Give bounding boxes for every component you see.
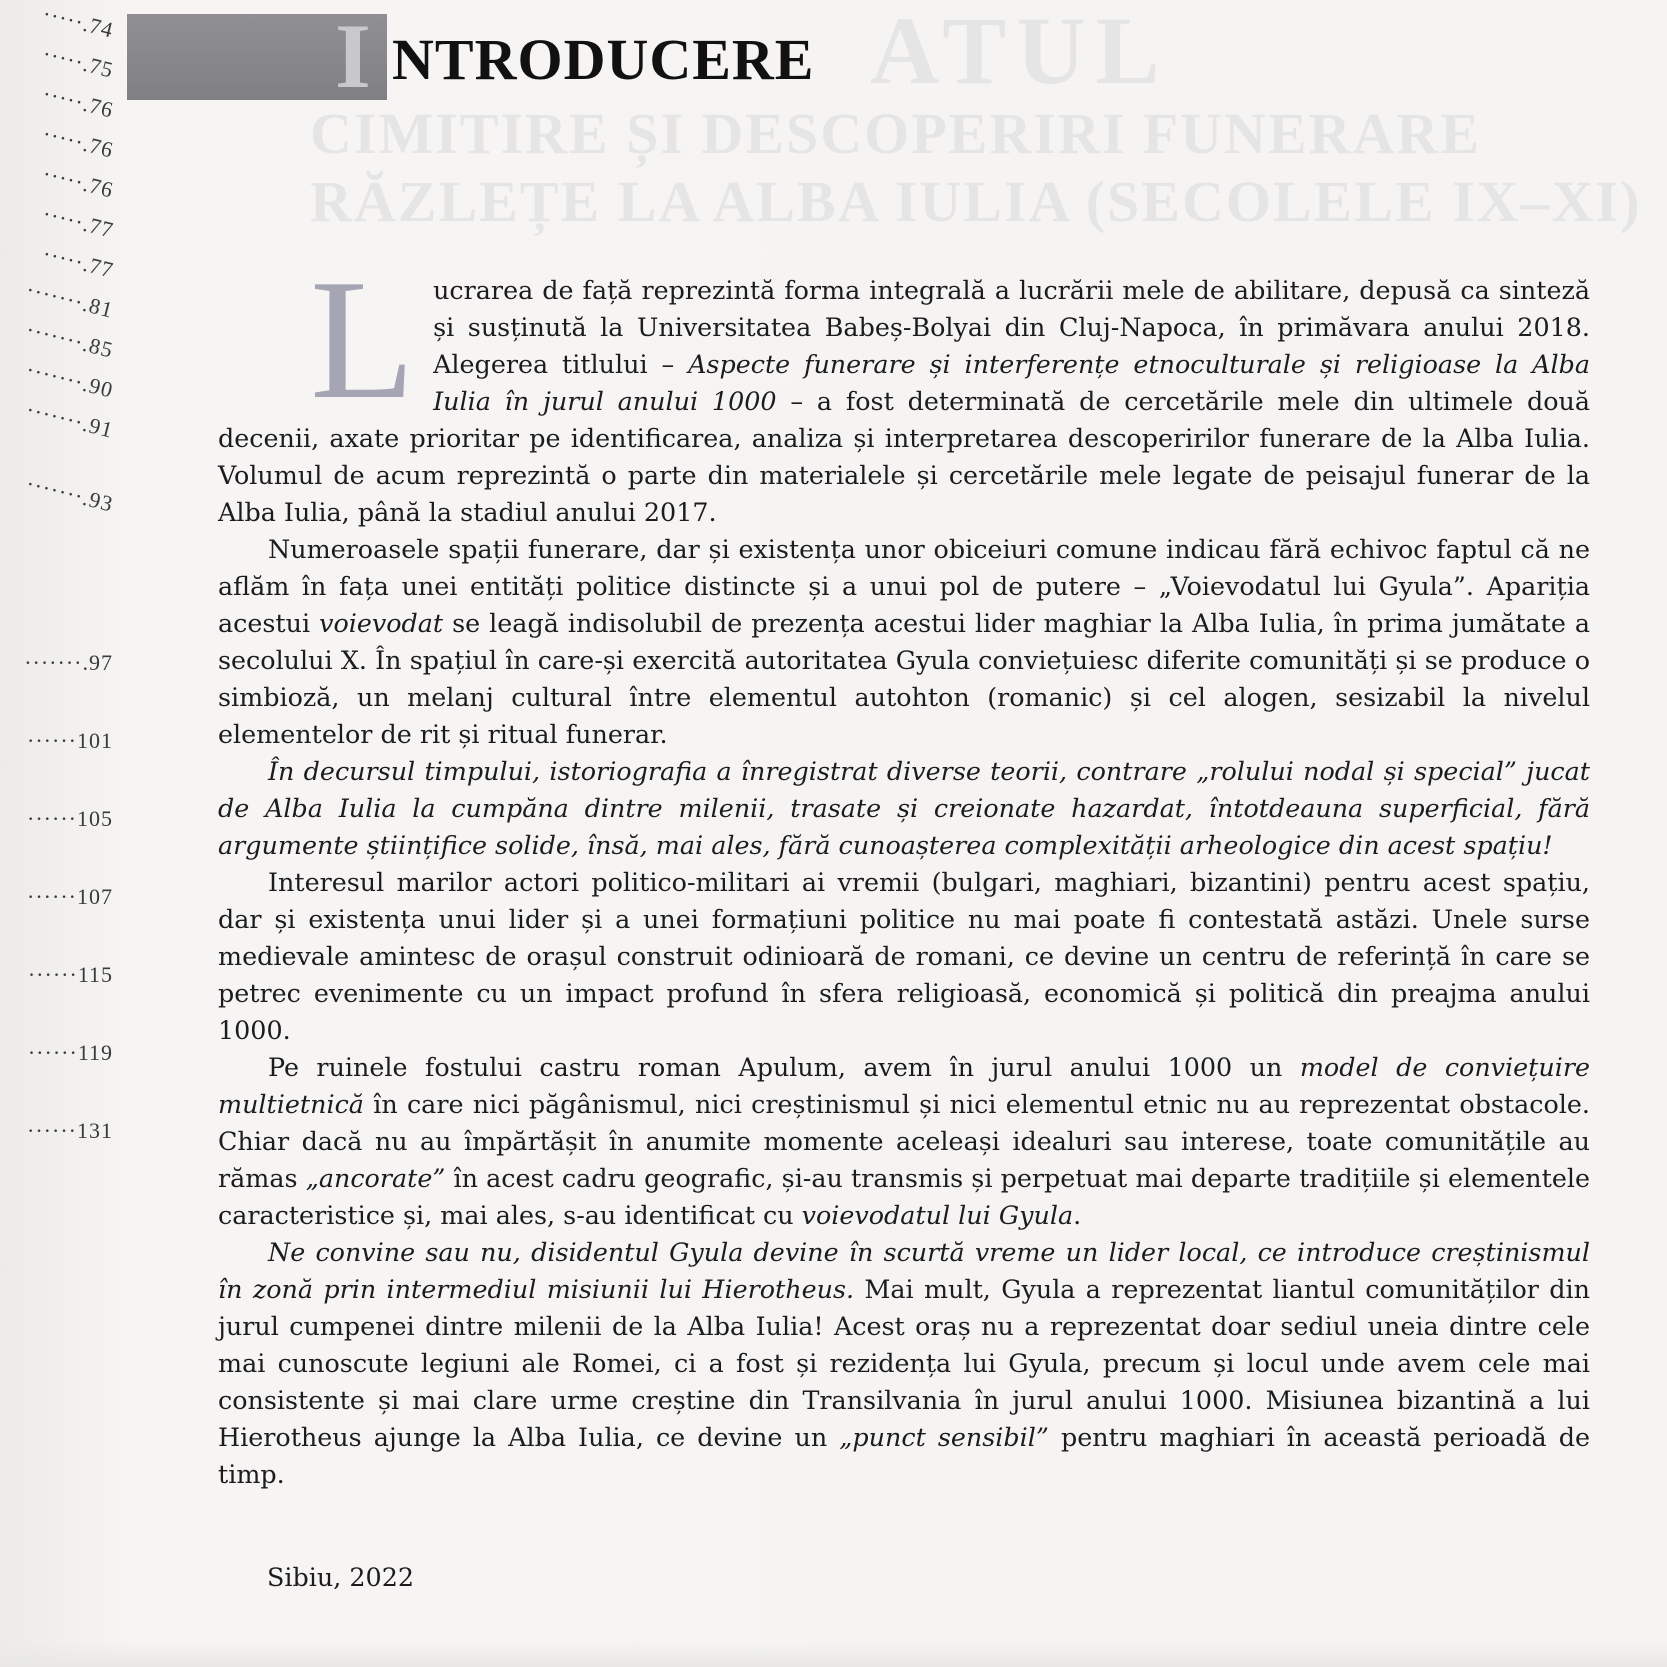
paragraph-text: pentru maghiari în această perioadă de timp. [218,1422,1590,1489]
ghost-heading-line-2: CIMITIRE ȘI DESCOPERIRI FUNERARE [310,101,1482,166]
paragraph-text: în care nici păgânismul, nici creștinismul și nici elementul etnic nu au reprezentat obstacole. Chiar dacă nu au împărtășit în anumite momente aceleași idealuri sau interese, toate comunitățile au rămas [218,1089,1590,1193]
toc-page-number: ·····.75 [40,40,117,83]
toc-page-number: ······119 [27,1040,113,1065]
toc-page-number: ·······.81 [23,276,117,323]
toc-page-number: ·····.76 [40,120,117,163]
toc-page-number: ·······.85 [23,316,117,363]
ghost-heading-line-3: RĂZLEȚE LA ALBA IULIA (SECOLELE IX–XI) [310,169,1642,234]
emphasis: „ancorate” [305,1163,446,1193]
paragraph-6 [218,1234,1590,1493]
toc-page-number: ·······.90 [23,356,117,403]
paragraph-1 [218,245,1590,531]
emphasis: „punct sensibil” [839,1422,1049,1452]
toc-page-number: ·······.91 [23,396,117,443]
paragraph-text: Pe ruinele fostului castru roman Apulum, avem în jurul anului 1000 un [268,1052,1300,1082]
toc-page-number: ······105 [27,806,113,831]
page-title: NTRODUCERE [392,27,815,92]
toc-margin-bleed [0,0,125,1667]
toc-page-number: ······101 [27,728,113,753]
book-title-emphasis: Aspecte funerare și interferențe etnoculturale și religioase la Alba Iulia în jurul anului 1000 [433,349,1590,416]
toc-page-number: ·····.77 [40,200,117,243]
emphasis: Ne convine sau nu, disidentul Gyula devine în scurtă vreme un lider local, ce introduce creștinismul în zonă prin intermediul misiunii lui Hierotheus. [218,1237,1590,1304]
emphasis: model de conviețuire multietnică [218,1052,1591,1119]
emphasis: voievodat [319,608,444,638]
title-initial-letter: I [335,5,371,107]
toc-page-number: ······107 [27,884,113,909]
toc-page-number: ·····.76 [40,80,117,123]
paragraph-text: ucrarea de față reprezintă forma integrală a lucrării mele de abilitare, depusă ca sinteză și susținută la Universitatea Babeș-Bolyai din Cluj-Napoca, în primăvara anului 2018. Alegerea titlului – [433,275,1590,379]
paragraph-5 [218,1049,1590,1234]
paragraph-text: – a fost determinată de cercetările mele din ultimele două decenii, axate prioritar pe identificarea, analiza și interpretarea descoperirilor funerare de la Alba Iulia. Volumul de acum reprezintă o parte din materialele și cercetările mele legate de peisajul funerar de la Alba Iulia, până la stadiul anului 2017. [218,386,1590,527]
paragraph-text: Interesul marilor actori politico-militari ai vremii (bulgari, maghiari, bizantini) pentru acest spațiu, dar și existența unui lider și a unei formațiuni politice nu mai poate fi contestată astăzi. Unele surse medievale amintesc de orașul construit odinioară de romani, ce devine un centru de referință în care se petrec evenimente cu un impact profund în sfera religioasă, economică și politică din preajma anului 1000. [218,867,1590,1045]
emphasis: voievodatul lui Gyula [801,1200,1074,1230]
toc-page-number: ·····.76 [40,160,117,203]
ghost-heading-line-1: ATUL [870,0,1170,104]
toc-page-number: ······115 [27,962,113,987]
signoff-place-date: Sibiu, 2022 [267,1562,415,1592]
paragraph-3 [218,753,1590,864]
paragraph-text: Mai mult, Gyula a reprezentat liantul comunităților din jurul cumpenei dintre milenii de la Alba Iulia! Acest oraș nu a reprezentat doar sediul uneia dintre cele mai cunoscute legiuni ale Romei, ci a fost și rezidența lui Gyula, precum și locul unde avem cele mai consistente și mai clare urme creștine din Transilvania în jurul anului 1000. Misiunea bizantină a lui Hierotheus ajunge la Alba Iulia, ce devine un [218,1274,1590,1452]
toc-page-number: ·······.97 [24,650,113,675]
emphasis: În decursul timpului, istoriografia a înregistrat diverse teorii, contrare „rolului nodal și special” jucat de Alba Iulia la cumpăna dintre milenii, trasate și creionate hazardat, întotdeauna superficial, fără argumente științifice solide, însă, mai ales, fără cunoașterea complexității arheologice din acest spațiu! [218,756,1590,860]
paragraph-text: . [1073,1200,1082,1230]
paragraph-text: în acest cadru geografic, și-au transmis și perpetuat mai departe tradițiile și elementele caracteristice și, mai ales, s-au identificat cu [218,1163,1590,1230]
toc-page-number: ······131 [27,1118,113,1143]
drop-cap: L [310,245,416,435]
page-bottom-shadow [0,1640,1667,1667]
toc-page-number: ·····.77 [40,240,117,283]
paragraph-text: Numeroasele spații funerare, dar și existența unor obiceiuri comune indicau fără echivoc faptul că ne aflăm în fața unei entități politice distincte și a unui pol de putere – „Voievodatul lui Gyula”. Apariția acestui [218,534,1590,638]
paragraph-text: se leagă indisolubil de prezența acestui lider maghiar la Alba Iulia, în prima jumătate a secolului X. În spațiul în care-și exercită autoritatea Gyula conviețuiesc diferite comunități și se produce o simbioză, un melanj cultural între elementul autohton (romanic) și cel alogen, sesizabil la nivelul elementelor de rit și ritual funerar. [218,608,1590,749]
toc-page-number: ·······.93 [23,470,117,517]
chapter-body [218,245,1591,1493]
toc-page-number: ·····.74 [40,0,117,43]
paragraph-4 [218,864,1590,1049]
paragraph-2 [218,531,1590,753]
